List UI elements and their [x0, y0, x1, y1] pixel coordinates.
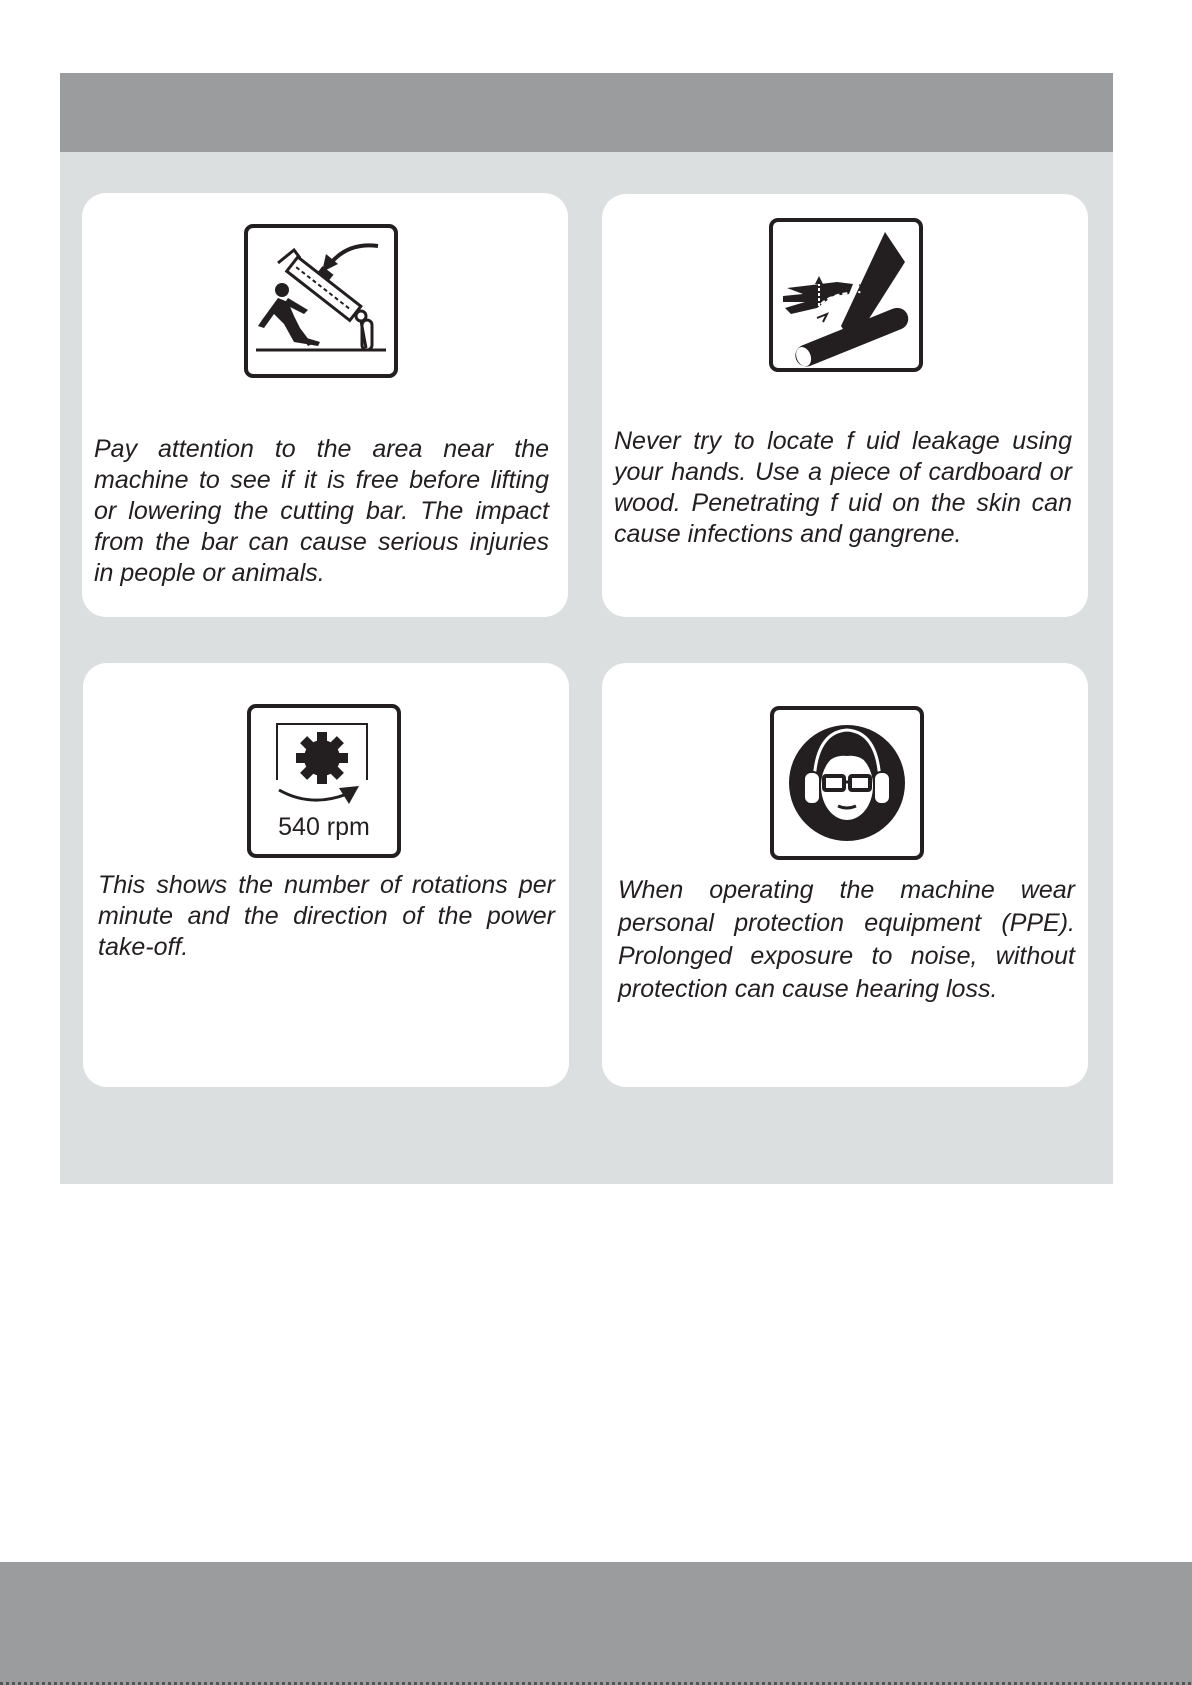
pto-rpm-label: 540 rpm [278, 813, 370, 841]
ppe-goggles-earmuffs-icon [770, 706, 924, 860]
safety-card-fluid [602, 194, 1088, 617]
crushing-hazard-icon [244, 224, 398, 378]
card-text: When operating the machine wear personal protection equipment (PPE). Prolonged exposure to noise, without protection can cause hearing loss. [618, 876, 1075, 1003]
safety-panel [60, 73, 1113, 1184]
safety-card-pto [83, 663, 569, 1087]
card-text: Never try to locate f uid leakage using your hands. Use a piece of cardboard or wood. Penetrating f uid on the skin can cause infections and gangrene. [614, 427, 1072, 548]
card-text: Pay attention to the area near the machine to see if it is free before lifting or lowering the cutting bar. The impact from the bar can cause serious injuries in people or animals. [94, 435, 549, 587]
safety-card-ppe [602, 663, 1088, 1087]
card-text: This shows the number of rotations per minute and the direction of the power take-off. [98, 871, 555, 961]
footer-bar [0, 1562, 1192, 1685]
pto-rotation-icon [247, 704, 401, 858]
safety-card-crushing [82, 193, 568, 617]
fluid-injection-hazard-icon [769, 218, 923, 372]
panel-header-bar [60, 73, 1113, 152]
